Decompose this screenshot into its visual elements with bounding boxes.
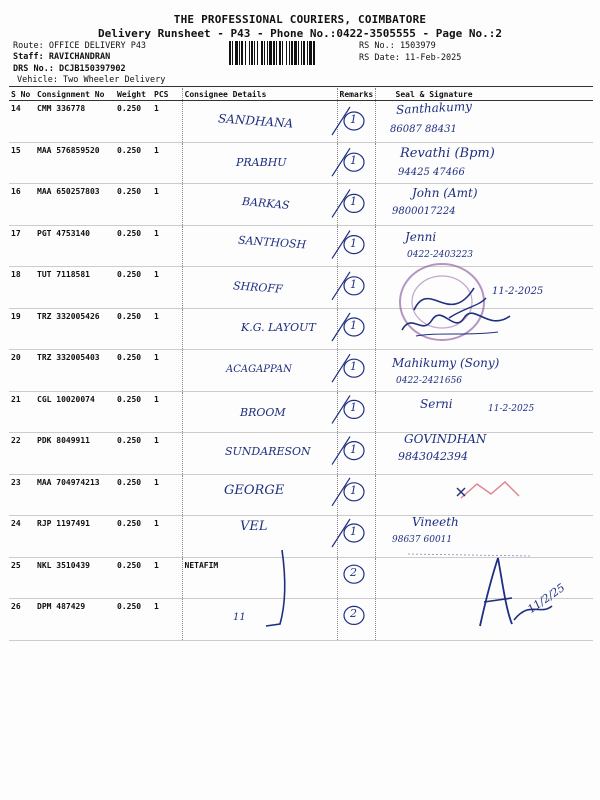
rs-number: RS No.: 1503979 bbox=[359, 41, 436, 51]
table-row bbox=[9, 350, 593, 392]
company-name: THE PROFESSIONAL COURIERS, COIMBATORE bbox=[173, 13, 427, 26]
barcode-bar bbox=[251, 41, 253, 65]
cell-sno: 22 bbox=[9, 433, 35, 475]
cell-consignment: PGT 4753140 bbox=[35, 225, 115, 267]
signature-phone: 9800017224 bbox=[392, 206, 456, 217]
red-stamp bbox=[455, 474, 525, 508]
barcode-bar bbox=[298, 41, 299, 65]
remark-slash bbox=[332, 354, 350, 382]
cell-weight: 0.250 bbox=[115, 308, 152, 350]
cell-consignment: NKL 3510439 bbox=[35, 557, 115, 599]
handwritten-name: GEORGE bbox=[224, 483, 285, 498]
cell-consignee: NETAFIM bbox=[182, 557, 337, 599]
handwritten-name: SUNDARESON bbox=[225, 445, 311, 458]
cell-consignment: RJP 1197491 bbox=[35, 516, 115, 558]
barcode-bar bbox=[286, 41, 287, 65]
cell-consignment: MAA 650257803 bbox=[35, 184, 115, 226]
cell-pcs: 1 bbox=[152, 557, 182, 599]
cell-sno: 16 bbox=[9, 184, 35, 226]
col-remarks: Remarks bbox=[337, 88, 375, 101]
handwritten-name: K.G. LAYOUT bbox=[241, 321, 316, 334]
cell-pcs: 1 bbox=[152, 142, 182, 184]
cell-weight: 0.250 bbox=[115, 391, 152, 433]
signature-phone: 86087 88431 bbox=[390, 124, 457, 135]
cell-sno: 15 bbox=[9, 142, 35, 184]
signature-phone: 94425 47466 bbox=[398, 167, 465, 178]
drs-number: DRS No.: DCJB150397902 bbox=[13, 64, 126, 74]
signature: Vineeth bbox=[412, 515, 459, 529]
signature-date: 11-2-2025 bbox=[488, 404, 535, 414]
remark-slash bbox=[332, 107, 350, 135]
cell-sno: 20 bbox=[9, 350, 35, 392]
remark-slash bbox=[332, 313, 350, 341]
handwritten-name: BARKAS bbox=[241, 194, 291, 213]
cell-weight: 0.250 bbox=[115, 101, 152, 143]
signature: Santhakumy bbox=[395, 99, 473, 117]
runsheet-subtitle: Delivery Runsheet - P43 - Phone No.:0422-3505555 - Page No.:2 bbox=[98, 27, 502, 40]
cell-sno: 25 bbox=[9, 557, 35, 599]
handwritten-name: ACAGAPPAN bbox=[226, 364, 292, 375]
cell-sno: 17 bbox=[9, 225, 35, 267]
barcode-bar bbox=[309, 41, 312, 65]
remark-value: 1 bbox=[350, 154, 357, 168]
barcode-bar bbox=[232, 41, 233, 65]
barcode-bar bbox=[267, 41, 268, 65]
cell-weight: 0.250 bbox=[115, 516, 152, 558]
barcode-bar bbox=[254, 41, 255, 65]
remark-value: 1 bbox=[350, 277, 357, 291]
cell-sno: 19 bbox=[9, 308, 35, 350]
cell-sno: 24 bbox=[9, 516, 35, 558]
handwritten-name: SANDHANA bbox=[217, 111, 294, 131]
cell-consignment: TUT 7118581 bbox=[35, 267, 115, 309]
barcode-bar bbox=[303, 41, 305, 65]
barcode-bar bbox=[307, 41, 308, 65]
signature: Serni bbox=[420, 397, 453, 411]
signature: Revathi (Bpm) bbox=[400, 146, 495, 161]
cell-pcs: 1 bbox=[152, 308, 182, 350]
cell-sno: 18 bbox=[9, 267, 35, 309]
cell-weight: 0.250 bbox=[115, 225, 152, 267]
table-header-row bbox=[9, 88, 593, 101]
barcode-bar bbox=[241, 41, 243, 65]
cell-consignment: TRZ 332005426 bbox=[35, 308, 115, 350]
staff-text: Staff: RAVICHANDRAN bbox=[13, 52, 111, 62]
cell-consignment: PDK 8049911 bbox=[35, 433, 115, 475]
cell-pcs: 1 bbox=[152, 474, 182, 516]
cell-pcs: 1 bbox=[152, 350, 182, 392]
barcode-bar bbox=[276, 41, 277, 65]
cell-consignment: TRZ 332005403 bbox=[35, 350, 115, 392]
col-weight: Weight bbox=[115, 88, 152, 101]
remark-slash bbox=[332, 272, 350, 300]
remark-value: 1 bbox=[350, 195, 357, 209]
barcode-bar bbox=[313, 41, 315, 65]
handwritten-name: BROOM bbox=[240, 406, 286, 419]
remark-value: 1 bbox=[350, 113, 357, 126]
col-consignee: Consignee Details bbox=[182, 88, 337, 101]
remark-value: 1 bbox=[350, 442, 357, 456]
remark-slash bbox=[332, 395, 350, 423]
route-text: Route: OFFICE DELIVERY P43 bbox=[13, 41, 147, 51]
barcode-bar bbox=[245, 41, 246, 65]
barcode-bar bbox=[269, 41, 272, 65]
barcode-bar bbox=[273, 41, 275, 65]
remark-value: 1 bbox=[350, 236, 357, 250]
remark-value: 1 bbox=[350, 360, 357, 374]
cell-pcs: 1 bbox=[152, 225, 182, 267]
cell-sno: 14 bbox=[9, 101, 35, 143]
barcode-bar bbox=[294, 41, 297, 65]
cell-sno: 26 bbox=[9, 599, 35, 641]
signature-date: 11/2/25 bbox=[525, 581, 568, 616]
barcode-bar bbox=[261, 41, 263, 65]
vehicle-text: Vehicle: Two Wheeler Delivery bbox=[17, 75, 166, 85]
barcode-bar bbox=[249, 41, 250, 65]
cell-weight: 0.250 bbox=[115, 474, 152, 516]
barcode-bar bbox=[282, 41, 283, 65]
table-row bbox=[9, 184, 593, 226]
cell-weight: 0.250 bbox=[115, 184, 152, 226]
cell-weight: 0.250 bbox=[115, 557, 152, 599]
signature: John (Amt) bbox=[412, 186, 478, 200]
signature: Jenni bbox=[405, 230, 437, 244]
barcode-bar bbox=[264, 41, 265, 65]
remark-value: 1 bbox=[350, 401, 357, 415]
cell-weight: 0.250 bbox=[115, 433, 152, 475]
col-signature: Seal & Signature bbox=[375, 88, 593, 101]
remark-value: 1 bbox=[350, 319, 357, 332]
remark-slash bbox=[332, 148, 350, 176]
barcode bbox=[228, 41, 355, 65]
cell-consignment: MAA 704974213 bbox=[35, 474, 115, 516]
barcode-bar bbox=[279, 41, 281, 65]
barcode-bar bbox=[229, 41, 231, 65]
header-divider bbox=[9, 86, 593, 87]
barcode-bar bbox=[235, 41, 238, 65]
remark-slash bbox=[332, 478, 350, 506]
barcode-bar bbox=[301, 41, 302, 65]
signature-phone: 9843042394 bbox=[398, 450, 468, 463]
signature: Mahikumy (Sony) bbox=[392, 356, 500, 370]
barcode-bar bbox=[257, 41, 258, 65]
handwritten-name: SHROFF bbox=[232, 279, 284, 296]
signature-phone: 0422-2403223 bbox=[407, 250, 474, 260]
signature-date: 11-2-2025 bbox=[492, 286, 544, 297]
cell-pcs: 1 bbox=[152, 184, 182, 226]
table-row bbox=[9, 142, 593, 184]
cell-pcs: 1 bbox=[152, 433, 182, 475]
handwritten-name: 11 bbox=[233, 612, 246, 623]
cell-pcs: 1 bbox=[152, 516, 182, 558]
table-row bbox=[9, 101, 593, 143]
remark-slash bbox=[332, 189, 350, 217]
remark-value: 1 bbox=[350, 525, 357, 538]
remark-value: 2 bbox=[350, 607, 357, 621]
cell-sno: 21 bbox=[9, 391, 35, 433]
signature-phone: 0422-2421656 bbox=[396, 376, 463, 386]
cell-weight: 0.250 bbox=[115, 267, 152, 309]
remark-slash bbox=[332, 231, 350, 259]
col-pcs: PCS bbox=[152, 88, 182, 101]
barcode-bar bbox=[289, 41, 290, 65]
remark-value: 2 bbox=[350, 566, 357, 580]
cell-consignment: DPM 487429 bbox=[35, 599, 115, 641]
remark-slash bbox=[332, 437, 350, 465]
cell-pcs: 1 bbox=[152, 599, 182, 641]
cell-weight: 0.250 bbox=[115, 350, 152, 392]
barcode-bar bbox=[291, 41, 293, 65]
signature-phone: 98637 60011 bbox=[392, 535, 453, 545]
rs-date: RS Date: 11-Feb-2025 bbox=[359, 53, 462, 63]
cell-weight: 0.250 bbox=[115, 599, 152, 641]
cell-pcs: 1 bbox=[152, 391, 182, 433]
cell-weight: 0.250 bbox=[115, 142, 152, 184]
signature: GOVINDHAN bbox=[404, 432, 487, 446]
cell-consignment: CGL 10020074 bbox=[35, 391, 115, 433]
signature-scribble bbox=[398, 306, 518, 342]
handwritten-name: SANTHOSH bbox=[237, 233, 307, 252]
remark-value: 1 bbox=[350, 483, 357, 497]
cell-signature bbox=[375, 391, 593, 433]
col-consignment: Consignment No bbox=[35, 88, 115, 101]
handwritten-name: PRABHU bbox=[236, 156, 287, 169]
cell-sno: 23 bbox=[9, 474, 35, 516]
cell-signature bbox=[375, 184, 593, 226]
cell-consignment: MAA 576859520 bbox=[35, 142, 115, 184]
barcode-bar bbox=[239, 41, 240, 65]
handwritten-name: VEL bbox=[240, 519, 268, 534]
signature-scribble bbox=[380, 550, 595, 635]
cell-pcs: 1 bbox=[152, 101, 182, 143]
remark-slash bbox=[332, 519, 350, 547]
bracket-stroke bbox=[262, 548, 302, 630]
col-sno: S No bbox=[9, 88, 35, 101]
cell-pcs: 1 bbox=[152, 267, 182, 309]
cell-consignment: CMM 336778 bbox=[35, 101, 115, 143]
